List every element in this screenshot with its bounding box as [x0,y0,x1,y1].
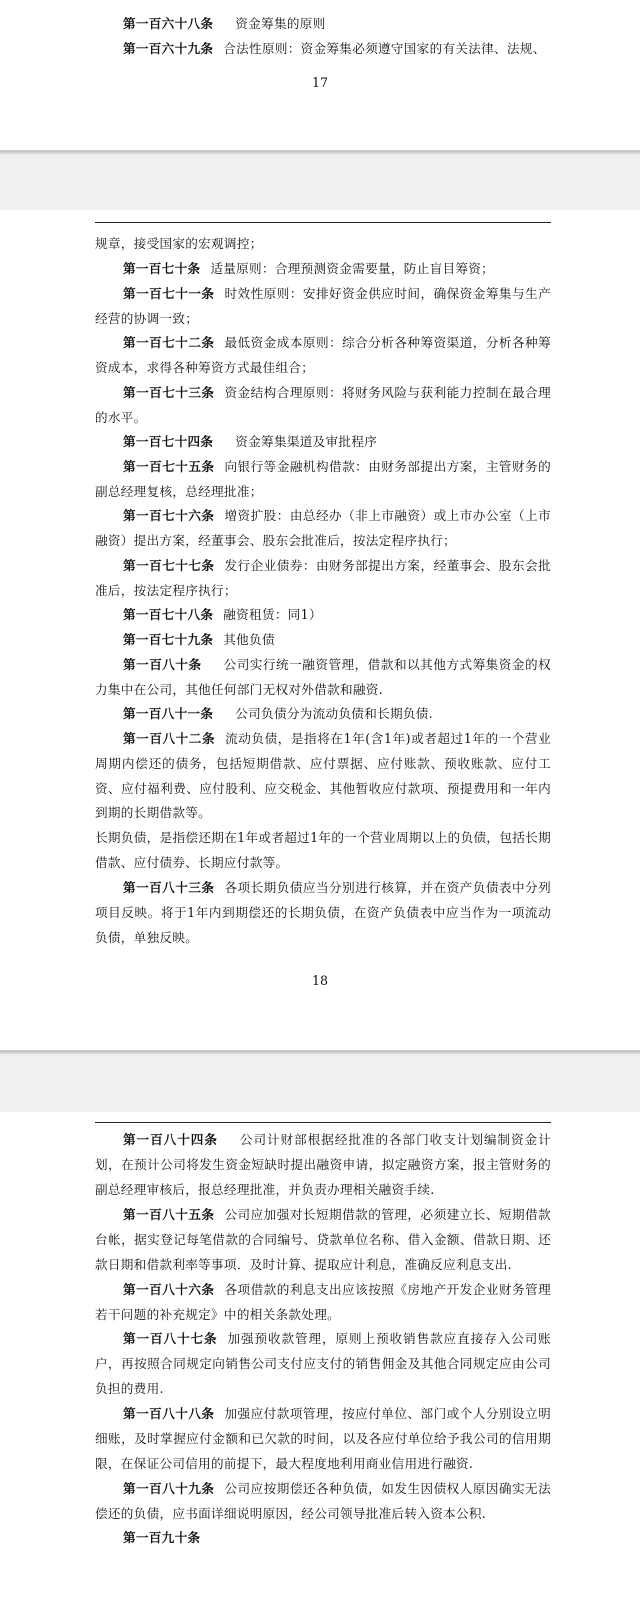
article-text: 公司负债分为流动负债和长期负债. [235,706,433,721]
article-text: 向银行等金融机构借款：由财务部提出方案，主管财务的副总经理复核，总经理批准； [95,459,552,499]
article-text: 流动负债，是指将在1年(含1年)或者超过1年的一个营业周期内偿还的债务，包括短期借款、应付票据、应付账款、预收账款、应付工资、应付福利费、应付股利、应交税金、其他暂收应付款项、预提费用和一年内到期的长期借款等。 [95,731,551,821]
paragraph [95,1128,551,1202]
article-number: 第一百八十八条 [123,1406,215,1421]
article-text: 资金结构合理原则：将财务风险与获利能力控制在最合理的水平。 [95,385,552,425]
article-number: 第一百八十四条 [123,1132,218,1147]
page-number: 18 [311,973,329,988]
article-number: 第一百八十五条 [123,1207,215,1222]
page-18 [0,210,640,1050]
article-number: 第一百八十九条 [123,1481,215,1496]
page-19 [0,1112,640,1611]
article-text: 适量原则：合理预测资金需要量，防止盲目筹资； [210,261,495,276]
article-number: 第一百九十条 [123,1530,201,1545]
article-text: 资金筹集的原则 [235,16,326,31]
paragraph [95,653,551,703]
article-number: 第一百八十条 [123,657,202,672]
article-text: 其他负债 [223,632,275,647]
article-number: 第一百六十八条 [123,16,214,31]
article-number: 第一百七十九条 [123,632,214,647]
paragraph [95,331,551,381]
article-number: 第一百八十一条 [123,706,214,721]
header-rule [95,222,551,223]
article-number: 第一百七十条 [123,261,201,276]
page-separator [0,1050,640,1113]
paragraph [95,381,551,431]
article-number: 第一百八十三条 [123,880,215,895]
page-17 [0,0,640,150]
article-number: 第一百八十六条 [123,1282,215,1297]
paragraph [95,1327,551,1401]
paragraph [95,504,551,554]
article-text: 各项借款的利息支出应该按照《房地产开发企业财务管理若干问题的补充规定》中的相关条款处理。 [95,1282,552,1322]
article-number: 第一百八十二条 [123,731,216,746]
article-number: 第一百七十五条 [123,459,215,474]
article-number: 第一百八十七条 [123,1331,218,1346]
paragraph [95,282,551,332]
paragraph [95,554,551,604]
article-number: 第一百七十七条 [123,558,215,573]
paragraph: 长期负债，是指偿还期在1年或者超过1年的一个营业周期以上的负债，包括长期借款、应付债券、长期应付款等。 [95,830,551,870]
paragraph: 规章，接受国家的宏观调控； [95,236,263,251]
article-number: 第一百七十二条 [123,335,215,350]
paragraph [95,257,551,282]
article-text: 加强应付款项管理，按应付单位、部门或个人分别设立明细账，及时掌握应付金额和已欠款的时间，以及各应付单位给予我公司的信用期限，在保证公司信用的前提下，最大程度地利用商业信用进行融资. [95,1406,552,1471]
paragraph [95,702,551,727]
article-number: 第一百七十一条 [123,286,215,301]
article-number: 第一百七十八条 [123,607,214,622]
article-text: 公司实行统一融资管理，借款和以其他方式筹集资金的权力集中在公司，其他任何部门无权对外借款和融资. [95,657,551,697]
paragraph [95,876,551,950]
article-text: 加强预收款管理，原则上预收销售款应直接存入公司账户，再按照合同规定向销售公司支付应支付的销售佣金及其他合同规定应由公司负担的费用. [95,1331,551,1396]
paragraph [95,1203,551,1277]
paragraph [95,1278,551,1328]
article-number: 第一百七十三条 [123,385,215,400]
header-rule [95,1122,551,1123]
article-text: 合法性原则：资金筹集必须遵守国家的有关法律、法规、 [223,41,546,56]
article-text: 各项长期负债应当分别进行核算，并在资产负债表中分列项目反映。将于1年内到期偿还的长期负债，在资产负债表中应当作为一项流动负债，单独反映。 [95,880,552,945]
article-text: 增资扩股：由总经办（非上市融资）或上市办公室（上市融资）提出方案，经董事会、股东会批准后，按法定程序执行； [95,508,552,548]
article-number: 第一百七十四条 [123,434,214,449]
article-text: 公司应按期偿还各种负债，如发生因债权人原因确实无法偿还的负债，应书面详细说明原因，经公司领导批准后转入资本公积. [95,1481,552,1521]
paragraph [95,628,551,653]
article-number: 第一百七十六条 [123,508,215,523]
article-text: 公司应加强对长短期借款的管理，必须建立长、短期借款台帐，据实登记每笔借款的合同编号、贷款单位名称、借入金额、借款日期、还款日期和借款利率等事项．及时计算、提取应计利息，准确反应利息支出. [95,1207,552,1272]
page-number: 17 [311,75,329,90]
article-text: 最低资金成本原则：综合分析各种筹资渠道，分析各种筹资成本，求得各种筹资方式最佳组合； [95,335,552,375]
article-text: 发行企业债券：由财务部提出方案，经董事会、股东会批准后，按法定程序执行； [95,558,552,598]
paragraph [95,37,551,62]
article-text: 资金筹集渠道及审批程序 [235,434,378,449]
paragraph [95,1526,551,1551]
article-text: 时效性原则：安排好资金供应时间，确保资金筹集与生产经营的协调一致； [95,286,552,326]
paragraph [95,12,551,37]
paragraph [95,603,551,628]
paragraph [95,455,551,505]
paragraph [95,430,551,455]
paragraph [95,727,551,826]
article-number: 第一百六十九条 [123,41,214,56]
paragraph [95,1402,551,1476]
paragraph [95,1477,551,1527]
article-text: 融资租赁：同1） [223,607,322,622]
page-separator [0,150,640,211]
article-text: 公司计财部根据经批准的各部门收支计划编制资金计划，在预计公司将发生资金短缺时提出融资申请，拟定融资方案，报主管财务的副总经理审核后，报总经理批准，并负责办理相关融资手续. [95,1132,551,1197]
